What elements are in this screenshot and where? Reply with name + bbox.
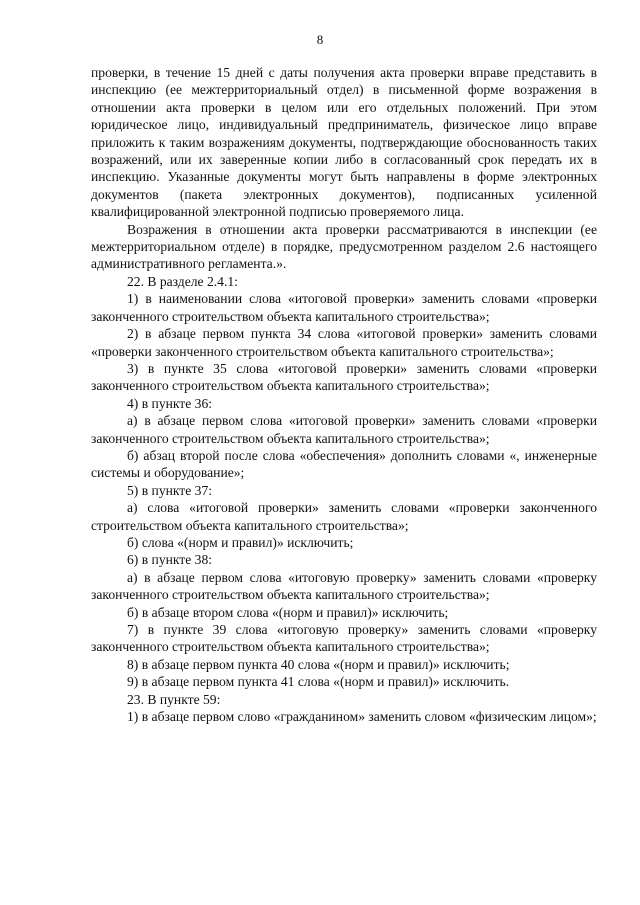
paragraph: проверки, в течение 15 дней с даты получения акта проверки вправе представить в инспекцию (ее межтерриториальный отдел) в письменной форме возражения в отношении акта проверки в целом или его отдельных положений. При этом юридическое лицо, индивидуальный предприниматель, физическое лицо вправе приложить к таким возражениям документы, подтверждающие обоснованность таких возражений, или их заверенные копии либо в согласованный срок передать их в инспекцию. Указанные документы могут быть направлены в форме электронных документов (пакета электронных документов), подписанных усиленной квалифицированной электронной подписью проверяемого лица.: [91, 65, 597, 220]
paragraph: 1) в наименовании слова «итоговой проверки» заменить словами «проверки законченного строительством объекта капитального строительства»;: [91, 291, 597, 324]
paragraph: 4) в пункте 36:: [127, 395, 213, 411]
paragraph: 2) в абзаце первом пункта 34 слова «итоговой проверки» заменить словами «проверки законченного строительством объекта капитального строительства»;: [91, 326, 597, 359]
paragraph: 23. В пункте 59:: [127, 691, 221, 707]
paragraph: 3) в пункте 35 слова «итоговой проверки» заменить словами «проверки законченного строительством объекта капитального строительства»;: [91, 360, 597, 394]
paragraph: 22. В разделе 2.4.1:: [127, 273, 238, 289]
paragraph: б) абзац второй после слова «обеспечения» дополнить словами «, инженерные системы и оборудование»;: [91, 447, 597, 481]
document-body: [91, 64, 597, 725]
paragraph: 5) в пункте 37:: [127, 482, 213, 498]
paragraph: б) слова «(норм и правил)» исключить;: [127, 534, 354, 550]
paragraph: 8) в абзаце первом пункта 40 слова «(норм и правил)» исключить;: [127, 656, 510, 672]
paragraph: а) в абзаце первом слова «итоговую проверку» заменить словами «проверку законченного строительством объекта капитального строительства»;: [91, 569, 597, 603]
page-number: 8: [316, 32, 324, 47]
paragraph: 7) в пункте 39 слова «итоговую проверку» заменить словами «проверку законченного строительством объекта капитального строительства»;: [91, 622, 597, 655]
paragraph: а) слова «итоговой проверки» заменить словами «проверки законченного строительством объекта капитального строительства»;: [91, 500, 597, 533]
paragraph: а) в абзаце первом слова «итоговой проверки» заменить словами «проверки законченного строительством объекта капитального строительства»;: [91, 413, 597, 446]
paragraph: 6) в пункте 38:: [127, 552, 213, 568]
paragraph: Возражения в отношении акта проверки рассматриваются в инспекции (ее межтерриториальном отделе) в порядке, предусмотренном разделом 2.6 настоящего административного регламента.».: [91, 221, 597, 272]
paragraph: 1) в абзаце первом слово «гражданином» заменить словом «физическим лицом»;: [127, 709, 597, 725]
paragraph: б) в абзаце втором слова «(норм и правил)» исключить;: [127, 604, 449, 620]
paragraph: 9) в абзаце первом пункта 41 слова «(норм и правил)» исключить.: [127, 674, 510, 690]
